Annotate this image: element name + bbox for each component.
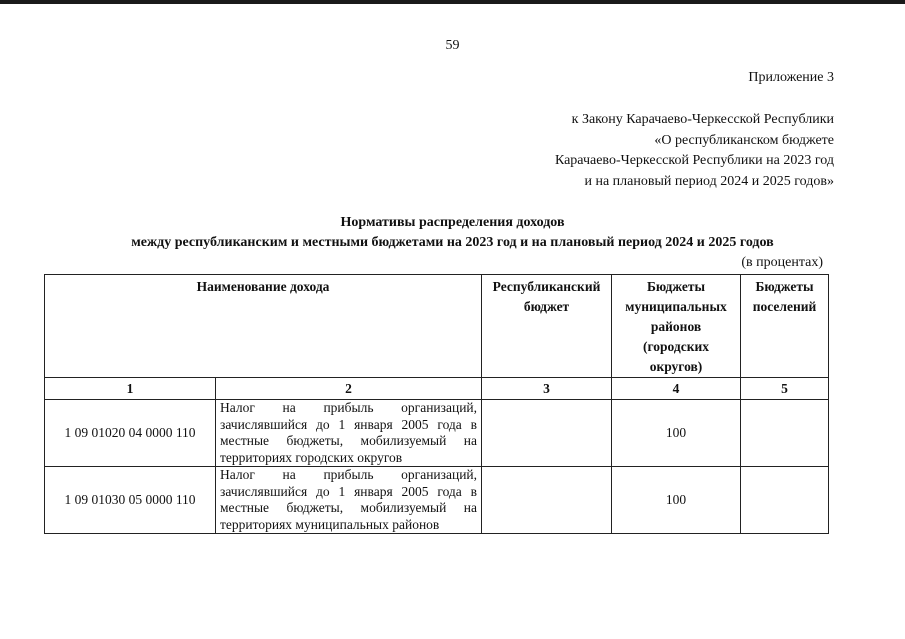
income-code: 1 09 01020 04 0000 110	[45, 400, 216, 467]
document-subtitle: между республиканским и местными бюджетами на 2023 год и на плановый период 2024 и 2025 годов	[131, 235, 774, 250]
header-line: Республиканский	[492, 279, 601, 294]
republic-budget-value	[482, 467, 612, 534]
income-name-line: территориях городских округов	[220, 449, 403, 465]
republic-budget-value	[482, 400, 612, 467]
column-number: 1	[45, 378, 216, 400]
header-income-name: Наименование дохода	[45, 275, 482, 378]
column-number: 4	[612, 378, 741, 400]
header-republic-budget	[482, 275, 612, 378]
income-name-line: зачислявшийся до 1 января 2005 года в	[220, 416, 478, 432]
income-name	[216, 400, 482, 467]
header-line: бюджет	[523, 299, 570, 314]
units-note: (в процентах)	[741, 255, 823, 270]
appendix-label: Приложение 3	[748, 70, 834, 85]
settlement-budget-value	[741, 467, 829, 534]
table-header-row	[45, 275, 829, 378]
income-name-line: зачислявшийся до 1 января 2005 года в	[220, 483, 478, 499]
law-reference-line: и на плановый период 2024 и 2025 годов»	[584, 173, 834, 189]
settlement-budget-value	[741, 400, 829, 467]
law-reference-line: «О республиканском бюджете	[654, 132, 834, 148]
header-line: поселений	[752, 299, 817, 314]
document-title: Нормативы распределения доходов	[340, 215, 565, 230]
column-number: 2	[216, 378, 482, 400]
header-settlement-budgets	[741, 275, 829, 378]
column-number: 3	[482, 378, 612, 400]
income-name-line: местные бюджеты, мобилизуемый на	[220, 433, 478, 448]
income-name-line: Налог на прибыль организаций,	[220, 467, 478, 482]
column-number: 5	[741, 378, 829, 400]
income-code: 1 09 01030 05 0000 110	[45, 467, 216, 534]
header-line: Бюджеты	[646, 279, 706, 294]
income-name	[216, 467, 482, 534]
header-line: районов	[650, 319, 702, 334]
municipal-budget-value: 100	[612, 400, 741, 467]
distribution-norms-table	[44, 274, 829, 534]
income-name-line: Налог на прибыль организаций,	[220, 400, 478, 415]
page-number: 59	[445, 38, 460, 53]
header-municipal-budgets	[612, 275, 741, 378]
law-reference-line: к Закону Карачаево-Черкесской Республики	[571, 112, 834, 127]
header-line: (городских	[642, 339, 710, 354]
header-line: муниципальных	[625, 299, 727, 314]
header-line: округов)	[649, 359, 703, 374]
law-reference	[555, 110, 834, 192]
law-reference-line: Карачаево-Черкесской Республики на 2023 год	[554, 153, 834, 168]
column-number-row	[45, 378, 829, 400]
scan-top-edge	[0, 0, 905, 4]
table-row	[45, 467, 829, 534]
income-name-line: местные бюджеты, мобилизуемый на	[220, 500, 478, 515]
header-line: Бюджеты	[755, 279, 814, 294]
table-row	[45, 400, 829, 467]
municipal-budget-value: 100	[612, 467, 741, 534]
income-name-line: территориях муниципальных районов	[220, 516, 440, 532]
